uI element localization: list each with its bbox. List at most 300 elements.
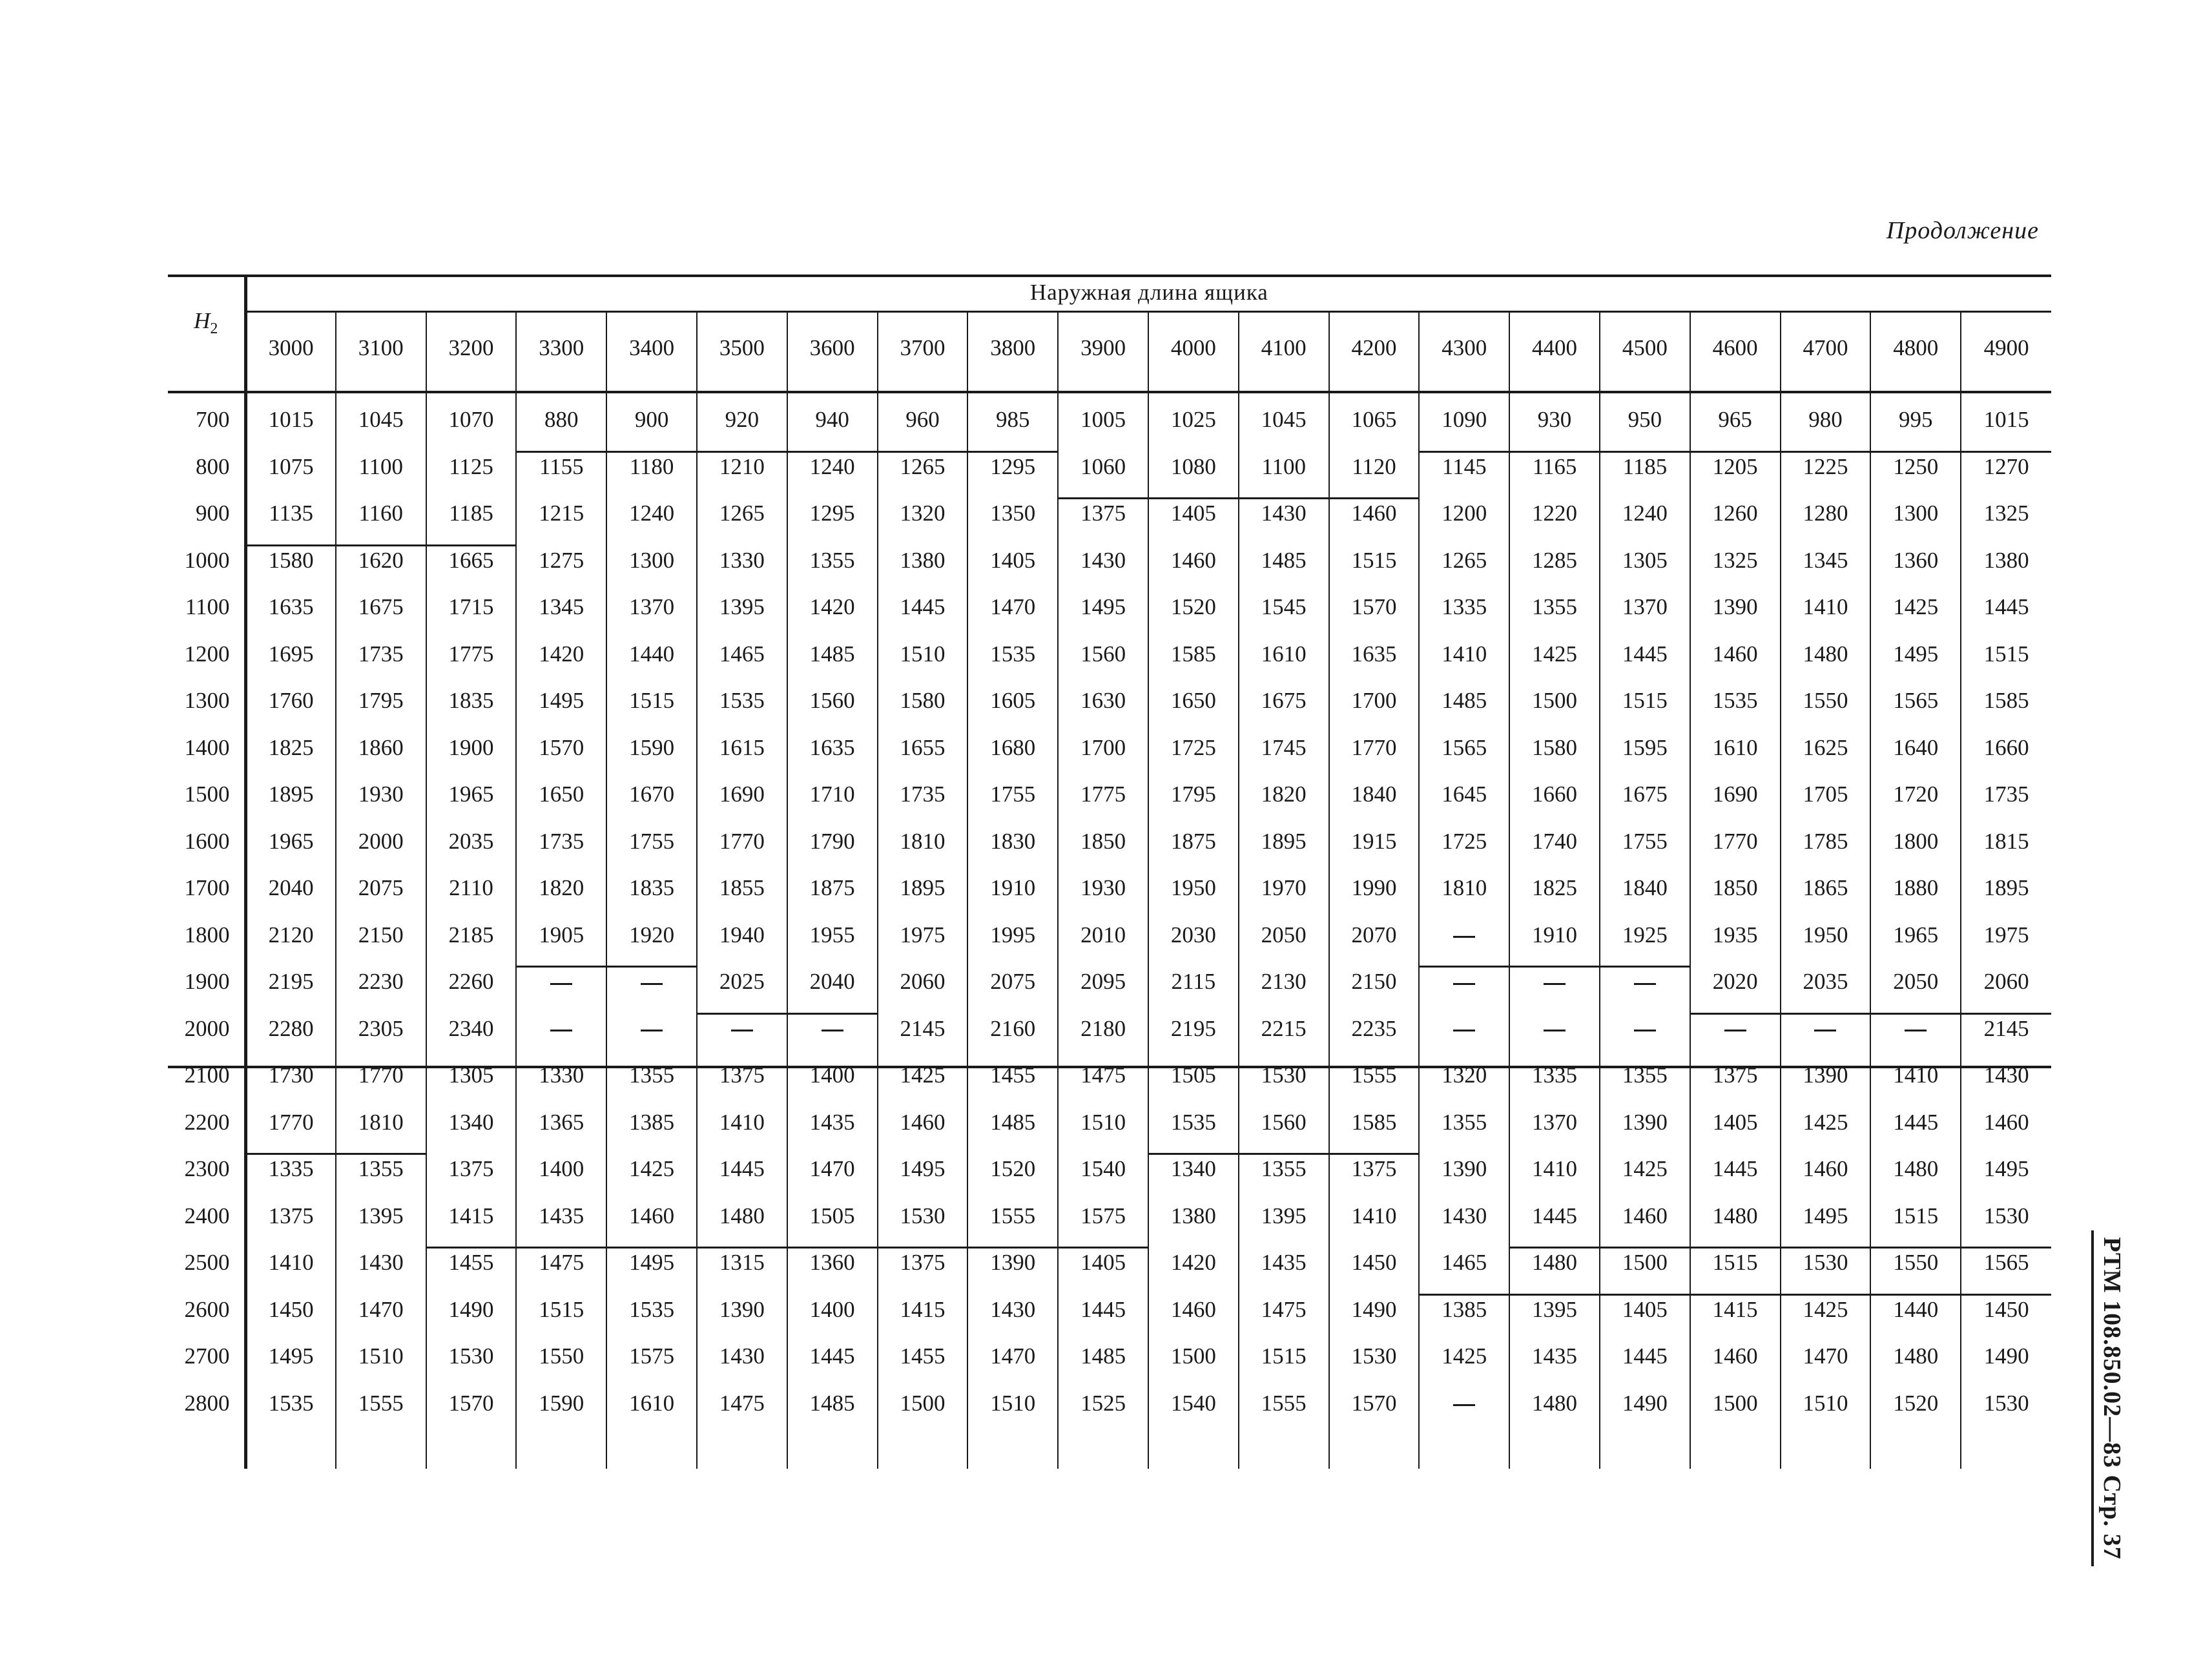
table-cell: 1895 <box>878 865 968 912</box>
table-cell: 1790 <box>787 818 878 865</box>
dash-mark <box>1453 1404 1475 1406</box>
table-cell: 1400 <box>516 1146 606 1193</box>
table-cell: 1125 <box>426 444 517 491</box>
table-cell: 1815 <box>1961 818 2051 865</box>
table-cell: 1355 <box>1600 1052 1690 1099</box>
table-cell: 1450 <box>245 1287 336 1334</box>
table-cell: 1430 <box>967 1287 1058 1334</box>
table-cell: 1390 <box>1419 1146 1509 1193</box>
table-cell: 1390 <box>697 1287 787 1334</box>
column-header-3800: 3800 <box>967 312 1058 384</box>
table-cell: 1395 <box>336 1193 426 1240</box>
table-cell: 1555 <box>1239 1380 1329 1427</box>
table-cell: 1820 <box>1239 771 1329 818</box>
table-cell: 1335 <box>1419 584 1509 631</box>
table-cell: 1385 <box>606 1099 697 1146</box>
table-cell: 1445 <box>1509 1193 1600 1240</box>
table-cell: 1355 <box>606 1052 697 1099</box>
page-number-block <box>2086 1230 2138 1566</box>
row-label-2300: 2300 <box>184 1156 230 1182</box>
table-cell: 1550 <box>1781 678 1871 725</box>
table-cell: 1005 <box>1058 397 1148 444</box>
row-label-2400: 2400 <box>184 1203 230 1228</box>
table-cell: 2160 <box>967 1006 1058 1053</box>
fragment-separator <box>1419 966 1509 968</box>
table-cell: 1500 <box>1509 678 1600 725</box>
table-cell: 1535 <box>606 1287 697 1334</box>
table-cell-empty <box>1419 1380 1509 1427</box>
table-cell: 1375 <box>1058 490 1148 537</box>
row-label-1500: 1500 <box>184 782 230 807</box>
table-cell: 1965 <box>1870 912 1961 959</box>
column-header-3400: 3400 <box>606 312 697 384</box>
table-cell: 995 <box>1870 397 1961 444</box>
table-cell: 880 <box>516 397 606 444</box>
table-cell: 1410 <box>1870 1052 1961 1099</box>
table-cell-empty <box>1419 1006 1509 1053</box>
table-cell: 1460 <box>1690 631 1781 678</box>
table-cell: 2075 <box>336 865 426 912</box>
fragment-separator <box>245 544 516 546</box>
table-cell: 1380 <box>1148 1193 1239 1240</box>
table-cell: 1700 <box>1329 678 1420 725</box>
table-row <box>168 631 2051 678</box>
table-cell: 1755 <box>606 818 697 865</box>
table-cell: 1580 <box>245 537 336 585</box>
column-header-4200: 4200 <box>1329 312 1420 384</box>
table-cell: 1495 <box>245 1333 336 1380</box>
table-cell: 1450 <box>1961 1287 2051 1334</box>
table-cell: 2040 <box>245 865 336 912</box>
table-cell: 1425 <box>1870 584 1961 631</box>
table-cell: 1820 <box>516 865 606 912</box>
row-label-1600: 1600 <box>184 828 230 854</box>
table-cell: 1875 <box>787 865 878 912</box>
row-label-800: 800 <box>196 453 230 479</box>
table-cell: 2280 <box>245 1006 336 1053</box>
table-cell: 1405 <box>1690 1099 1781 1146</box>
row-label-1100: 1100 <box>185 594 230 620</box>
table-cell: 1395 <box>697 584 787 631</box>
table-row <box>168 1052 2051 1099</box>
table-cell: 1975 <box>1961 912 2051 959</box>
column-header-3300: 3300 <box>516 312 606 384</box>
table-cell: 1045 <box>336 397 426 444</box>
dash-mark <box>1544 983 1566 985</box>
table-cell: 2050 <box>1239 912 1329 959</box>
table-cell: 1530 <box>1239 1052 1329 1099</box>
table-cell: 1650 <box>1148 678 1239 725</box>
table-cell: 1995 <box>967 912 1058 959</box>
table-cell: 2195 <box>1148 1006 1239 1053</box>
table-cell: 1810 <box>336 1099 426 1146</box>
column-header-4000: 4000 <box>1148 312 1239 384</box>
table-cell: 1435 <box>1509 1333 1600 1380</box>
table-cell: 1605 <box>967 678 1058 725</box>
table-cell: 1335 <box>1509 1052 1600 1099</box>
table-cell: 1775 <box>1058 771 1148 818</box>
table-cell-empty <box>606 1006 697 1053</box>
table-cell: 1625 <box>1781 725 1871 772</box>
fragment-separator <box>245 1153 426 1155</box>
table-cell: 2095 <box>1058 958 1148 1006</box>
table-cell: 1460 <box>1781 1146 1871 1193</box>
dash-mark <box>641 983 663 985</box>
row-label-2500: 2500 <box>184 1250 230 1276</box>
fragment-separator <box>1509 966 1690 968</box>
table-cell: 1075 <box>245 444 336 491</box>
fragment-separator <box>426 1247 1148 1248</box>
table-cell: 1070 <box>426 397 517 444</box>
table-cell: 1380 <box>878 537 968 585</box>
table-cell: 1705 <box>1781 771 1871 818</box>
table-cell: 1370 <box>606 584 697 631</box>
table-cell: 1445 <box>1961 584 2051 631</box>
row-label-1700: 1700 <box>184 875 230 901</box>
table-cell: 1480 <box>1870 1333 1961 1380</box>
table-cell: 950 <box>1600 397 1690 444</box>
row-label-900: 900 <box>196 501 230 526</box>
table-cell: 1345 <box>516 584 606 631</box>
table-cell: 1475 <box>1058 1052 1148 1099</box>
table-cell: 1510 <box>1781 1380 1871 1427</box>
table-cell: 1185 <box>426 490 517 537</box>
column-header-3700: 3700 <box>878 312 968 384</box>
table-cell: 1910 <box>967 865 1058 912</box>
table-cell: 1835 <box>606 865 697 912</box>
row-label-2200: 2200 <box>184 1109 230 1135</box>
table-cell: 1570 <box>1329 1380 1420 1427</box>
table-cell: 1770 <box>1329 725 1420 772</box>
table-cell: 1405 <box>1148 490 1239 537</box>
column-header-4100: 4100 <box>1239 312 1329 384</box>
table-cell: 1420 <box>516 631 606 678</box>
table-cell: 2235 <box>1329 1006 1420 1053</box>
table-cell: 1505 <box>787 1193 878 1240</box>
table-cell: 1905 <box>516 912 606 959</box>
table-row <box>168 1099 2051 1146</box>
table-cell: 1555 <box>1329 1052 1420 1099</box>
table-cell: 1425 <box>1781 1099 1871 1146</box>
table-cell: 2010 <box>1058 912 1148 959</box>
table-cell: 1390 <box>967 1239 1058 1287</box>
table-cell: 940 <box>787 397 878 444</box>
table-cell: 1445 <box>1058 1287 1148 1334</box>
fragment-separator <box>1419 1294 2051 1296</box>
table-cell: 1520 <box>1148 584 1239 631</box>
table-cell: 1630 <box>1058 678 1148 725</box>
row-header-h2: $H_2$ <box>194 308 218 337</box>
table-cell: 1825 <box>1509 865 1600 912</box>
table-cell: 1835 <box>426 678 517 725</box>
table-cell: 1405 <box>967 537 1058 585</box>
table-cell: 1740 <box>1509 818 1600 865</box>
table-cell: 1525 <box>1058 1380 1148 1427</box>
table-cell: 1485 <box>1419 678 1509 725</box>
box-length-table <box>168 274 2051 1469</box>
table-cell: 2150 <box>336 912 426 959</box>
fragment-separator <box>1690 1013 2051 1015</box>
table-cell: 1375 <box>1690 1052 1781 1099</box>
table-cell: 1145 <box>1419 444 1509 491</box>
table-row <box>168 1146 2051 1193</box>
table-cell: 1445 <box>1600 1333 1690 1380</box>
table-cell: 1550 <box>516 1333 606 1380</box>
table-cell: 1735 <box>1961 771 2051 818</box>
dash-mark <box>1724 1030 1746 1031</box>
table-cell: 1675 <box>1239 678 1329 725</box>
table-cell: 1410 <box>1329 1193 1420 1240</box>
table-cell: 1850 <box>1058 818 1148 865</box>
table-cell: 1690 <box>1690 771 1781 818</box>
table-cell: 1300 <box>606 537 697 585</box>
table-cell: 1830 <box>967 818 1058 865</box>
table-cell-empty <box>516 1006 606 1053</box>
table-cell: 1280 <box>1781 490 1871 537</box>
table-cell: 1550 <box>1870 1239 1961 1287</box>
table-cell: 1500 <box>1148 1333 1239 1380</box>
table-cell: 1480 <box>1870 1146 1961 1193</box>
table-cell: 2120 <box>245 912 336 959</box>
table-cell: 1470 <box>336 1287 426 1334</box>
table-cell: 1535 <box>967 631 1058 678</box>
column-header-4500: 4500 <box>1600 312 1690 384</box>
table-cell: 980 <box>1781 397 1871 444</box>
table-cell: 985 <box>967 397 1058 444</box>
dash-mark <box>1814 1030 1836 1031</box>
table-cell: 1810 <box>1419 865 1509 912</box>
table-cell: 1840 <box>1600 865 1690 912</box>
table-cell: 1555 <box>336 1380 426 1427</box>
table-cell: 1485 <box>1058 1333 1148 1380</box>
table-cell: 1490 <box>1961 1333 2051 1380</box>
table-cell: 1575 <box>606 1333 697 1380</box>
table-cell: 1635 <box>245 584 336 631</box>
dash-mark <box>1453 936 1475 938</box>
table-cell: 1610 <box>1239 631 1329 678</box>
table-cell: 1510 <box>967 1380 1058 1427</box>
table-cell: 2145 <box>1961 1006 2051 1053</box>
table-cell: 1460 <box>606 1193 697 1240</box>
table-cell: 1215 <box>516 490 606 537</box>
table-cell: 1410 <box>1781 584 1871 631</box>
table-cell: 1875 <box>1148 818 1239 865</box>
table-cell: 1460 <box>1600 1193 1690 1240</box>
table-cell: 2185 <box>426 912 517 959</box>
column-header-3100: 3100 <box>336 312 426 384</box>
column-header-4300: 4300 <box>1419 312 1509 384</box>
table-cell: 2340 <box>426 1006 517 1053</box>
table-cell: 1450 <box>1329 1239 1420 1287</box>
table-cell: 2035 <box>1781 958 1871 1006</box>
table-cell: 1490 <box>1600 1380 1690 1427</box>
table-cell: 1485 <box>787 631 878 678</box>
table-cell: 1675 <box>1600 771 1690 818</box>
table-cell: 1480 <box>1781 631 1871 678</box>
table-cell: 1840 <box>1329 771 1420 818</box>
table-cell: 1425 <box>1781 1287 1871 1334</box>
table-cell: 1515 <box>1239 1333 1329 1380</box>
table-cell: 2000 <box>336 818 426 865</box>
table-cell: 900 <box>606 397 697 444</box>
table-cell: 1300 <box>1870 490 1961 537</box>
table-cell: 1470 <box>1781 1333 1871 1380</box>
table-row <box>168 1193 2051 1240</box>
table-cell: 1065 <box>1329 397 1420 444</box>
table-cell: 1390 <box>1600 1099 1690 1146</box>
table-cell: 1700 <box>1058 725 1148 772</box>
table-cell: 1785 <box>1781 818 1871 865</box>
table-row <box>168 1333 2051 1380</box>
table-cell: 1205 <box>1690 444 1781 491</box>
table-cell: 1370 <box>1509 1099 1600 1146</box>
table-cell: 1520 <box>967 1146 1058 1193</box>
table-cell: 1620 <box>336 537 426 585</box>
table-cell: 1305 <box>426 1052 517 1099</box>
table-cell: 1570 <box>516 725 606 772</box>
box-length-table-container <box>168 274 2051 1481</box>
table-cell: 1460 <box>1329 490 1420 537</box>
table-cell: 1670 <box>606 771 697 818</box>
table-cell: 1220 <box>1509 490 1600 537</box>
table-cell: 1100 <box>1239 444 1329 491</box>
column-header-3000: 3000 <box>245 312 336 384</box>
table-cell: 1400 <box>787 1052 878 1099</box>
table-cell: 1710 <box>787 771 878 818</box>
table-cell: 1420 <box>787 584 878 631</box>
table-cell: 1265 <box>878 444 968 491</box>
table-cell: 1495 <box>1058 584 1148 631</box>
dash-mark <box>1905 1030 1927 1031</box>
table-cell: 1425 <box>878 1052 968 1099</box>
table-cell-empty <box>1419 912 1509 959</box>
table-cell: 2030 <box>1148 912 1239 959</box>
table-cell: 1435 <box>516 1193 606 1240</box>
table-cell: 1510 <box>1058 1099 1148 1146</box>
table-cell: 1045 <box>1239 397 1329 444</box>
table-cell: 1440 <box>606 631 697 678</box>
table-cell: 1480 <box>697 1193 787 1240</box>
table-cell: 1370 <box>1600 584 1690 631</box>
fragment-separator <box>697 1013 878 1015</box>
table-cell: 1165 <box>1509 444 1600 491</box>
table-cell: 1690 <box>697 771 787 818</box>
table-cell: 1375 <box>1329 1146 1420 1193</box>
table-cell: 1650 <box>516 771 606 818</box>
table-row <box>168 912 2051 959</box>
table-cell: 1375 <box>245 1193 336 1240</box>
table-cell: 1410 <box>1509 1146 1600 1193</box>
table-cell: 1160 <box>336 490 426 537</box>
table-cell: 1635 <box>787 725 878 772</box>
table-cell: 1120 <box>1329 444 1420 491</box>
table-cell: 1340 <box>426 1099 517 1146</box>
dash-mark <box>731 1030 753 1031</box>
table-cell: 1430 <box>336 1239 426 1287</box>
table-cell: 1610 <box>606 1380 697 1427</box>
table-cell: 1355 <box>336 1146 426 1193</box>
table-cell: 1565 <box>1961 1239 2051 1287</box>
table-cell: 1895 <box>1239 818 1329 865</box>
column-header-4800: 4800 <box>1870 312 1961 384</box>
table-cell: 1515 <box>1329 537 1420 585</box>
table-cell: 1505 <box>1148 1052 1239 1099</box>
table-cell: 1585 <box>1148 631 1239 678</box>
table-cell: 1415 <box>1690 1287 1781 1334</box>
dash-mark <box>1544 1030 1566 1031</box>
table-cell: 1460 <box>1148 537 1239 585</box>
table-cell: 1880 <box>1870 865 1961 912</box>
table-cell: 1100 <box>336 444 426 491</box>
table-cell: 1760 <box>245 678 336 725</box>
table-cell: 1860 <box>336 725 426 772</box>
table-cell: 1865 <box>1781 865 1871 912</box>
table-cell: 1265 <box>1419 537 1509 585</box>
table-cell: 1430 <box>1058 537 1148 585</box>
dash-mark <box>641 1030 663 1031</box>
table-cell: 1915 <box>1329 818 1420 865</box>
table-cell: 1715 <box>426 584 517 631</box>
table-cell: 1640 <box>1870 725 1961 772</box>
table-cell: 1470 <box>967 1333 1058 1380</box>
table-cell: 1775 <box>426 631 517 678</box>
table-cell: 1445 <box>1870 1099 1961 1146</box>
table-cell: 1305 <box>1600 537 1690 585</box>
table-cell: 1380 <box>1961 537 2051 585</box>
table-cell: 2050 <box>1870 958 1961 1006</box>
row-label-1200: 1200 <box>184 641 230 667</box>
table-cell: 1515 <box>1870 1193 1961 1240</box>
table-cell: 2305 <box>336 1006 426 1053</box>
table-cell: 1265 <box>697 490 787 537</box>
table-row <box>168 1380 2051 1427</box>
table-cell: 1770 <box>245 1099 336 1146</box>
table-cell: 1535 <box>1690 678 1781 725</box>
table-cell: 1745 <box>1239 725 1329 772</box>
table-cell: 1795 <box>336 678 426 725</box>
table-cell: 1770 <box>697 818 787 865</box>
table-cell: 960 <box>878 397 968 444</box>
table-cell: 1645 <box>1419 771 1509 818</box>
table-cell: 1410 <box>245 1239 336 1287</box>
table-cell: 1315 <box>697 1239 787 1287</box>
table-row <box>168 771 2051 818</box>
table-cell: 1435 <box>1239 1239 1329 1287</box>
table-cell: 1500 <box>878 1380 968 1427</box>
table-cell: 1360 <box>787 1239 878 1287</box>
fragment-separator <box>1419 451 2051 453</box>
table-cell: 1440 <box>1870 1287 1961 1334</box>
table-cell: 1560 <box>1239 1099 1329 1146</box>
table-cell: 1720 <box>1870 771 1961 818</box>
table-cell: 1295 <box>787 490 878 537</box>
table-cell: 2145 <box>878 1006 968 1053</box>
table-cell: 1485 <box>1239 537 1329 585</box>
table-cell: 2180 <box>1058 1006 1148 1053</box>
table-cell: 1530 <box>1781 1239 1871 1287</box>
table-cell: 1240 <box>787 444 878 491</box>
table-cell: 1460 <box>1690 1333 1781 1380</box>
column-header-3500: 3500 <box>697 312 787 384</box>
table-cell: 1375 <box>878 1239 968 1287</box>
table-cell: 1770 <box>336 1052 426 1099</box>
table-cell: 1560 <box>787 678 878 725</box>
table-cell: 1465 <box>1419 1239 1509 1287</box>
table-cell: 1495 <box>1781 1193 1871 1240</box>
table-cell: 1135 <box>245 490 336 537</box>
table-cell: 1340 <box>1148 1146 1239 1193</box>
table-cell: 1080 <box>1148 444 1239 491</box>
